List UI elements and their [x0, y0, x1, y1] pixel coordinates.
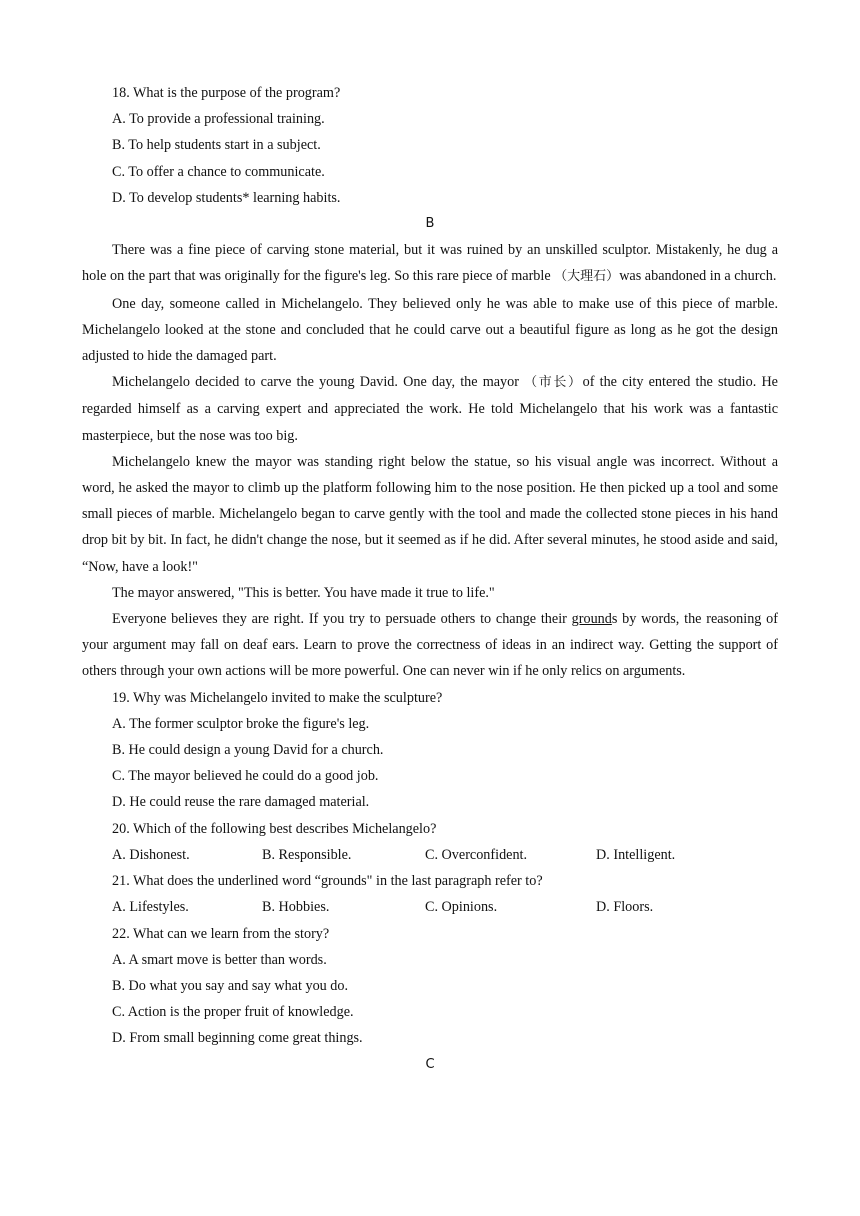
- question-22: [82, 921, 778, 1052]
- option-c: C. The mayor believed he could do a good job.: [112, 768, 379, 785]
- question-text: 20. Which of the following best describes Michelangelo?: [112, 820, 437, 837]
- option-c: C. Action is the proper fruit of knowledge.: [112, 1004, 354, 1021]
- question-20: [82, 816, 778, 868]
- option-a: A. Dishonest.: [112, 846, 190, 863]
- option-c: C. Overconfident.: [425, 846, 528, 863]
- question-text: 22. What can we learn from the story?: [112, 925, 330, 942]
- underlined-word: ground: [571, 611, 612, 628]
- option-c: C. To offer a chance to communicate.: [112, 163, 325, 180]
- passage-paragraph-6: [82, 606, 778, 685]
- passage-paragraph-2: One day, someone called in Michelangelo. They believed only he was able to make use of this piece of marble. Michelangelo looked at the stone and concluded that he could carve out a beautiful figure as long as he got the design adjusted to hide the damaged part.: [82, 295, 778, 365]
- option-b: B. Hobbies.: [262, 899, 330, 916]
- passage-paragraph-4: Michelangelo knew the mayor was standing right below the statue, so his visual angle was incorrect. Without a word, he asked the mayor to climb up the platform following him to the nose position. He then picked up a tool and some small pieces of marble. Michelangelo began to carve gently with the tool and made the collected stone pieces in his hand drop bit by bit. In fact, he didn't change the nose, but it seemed as if he did. After several minutes, he stood aside and said, “Now, have a look!": [82, 453, 778, 575]
- passage-paragraph-1: [82, 237, 778, 290]
- option-d: D. Intelligent.: [596, 846, 676, 863]
- section-b-heading: B: [425, 216, 435, 232]
- options-row: [82, 842, 778, 868]
- chinese-gloss: （大理石）: [554, 269, 620, 285]
- paragraph-text: of the city entered the studio. He regarded himself as a carving expert and appreciated the work. He told Michelangelo that his work was a fantastic masterpiece, but the nose was too big.: [82, 374, 778, 444]
- option-b: B. He could design a young David for a church.: [112, 742, 384, 759]
- paragraph-text: Everyone believes they are right. If you try to persuade others to change their: [112, 611, 572, 628]
- option-a: A. A smart move is better than words.: [112, 951, 327, 968]
- paragraph-text: There was a fine piece of carving stone material, but it was ruined by an unskilled sculptor. Mistakenly, he dug a hole on the part that was originally for the figure's leg. So this rare piece of marble: [82, 242, 778, 285]
- option-d: D. Floors.: [596, 899, 654, 916]
- section-c-heading: C: [425, 1056, 435, 1072]
- question-18: [82, 80, 778, 211]
- question-19: [82, 685, 778, 816]
- options-row: [82, 894, 778, 920]
- option-c: C. Opinions.: [425, 899, 498, 916]
- question-text: 21. What does the underlined word “grounds" in the last paragraph refer to?: [112, 873, 543, 890]
- chinese-gloss: （市长）: [524, 375, 583, 391]
- option-b: B. Do what you say and say what you do.: [112, 977, 349, 994]
- option-d: D. To develop students* learning habits.: [112, 189, 341, 206]
- question-text: 18. What is the purpose of the program?: [112, 85, 341, 101]
- passage-paragraph-3: [82, 369, 778, 449]
- passage-b: [82, 237, 778, 684]
- question-21: [82, 868, 778, 920]
- passage-paragraph-5: The mayor answered, "This is better. You have made it true to life.": [112, 584, 495, 601]
- option-a: A. To provide a professional training.: [112, 111, 325, 128]
- paragraph-text: s by words, the reasoning of your argument may fall on deaf ears. Learn to prove the correctness of ideas in an indirect way. Getting the support of others through your own actions will be more powerful. One can never win if he only relics on arguments.: [82, 611, 778, 680]
- option-d: D. He could reuse the rare damaged material.: [112, 794, 370, 811]
- option-a: A. Lifestyles.: [112, 899, 189, 916]
- option-b: B. Responsible.: [262, 846, 352, 863]
- option-d: D. From small beginning come great things.: [112, 1030, 363, 1047]
- option-b: B. To help students start in a subject.: [112, 137, 321, 154]
- option-a: A. The former sculptor broke the figure's leg.: [112, 715, 370, 732]
- question-text: 19. Why was Michelangelo invited to make the sculpture?: [112, 689, 443, 706]
- paragraph-text: was abandoned in a church.: [619, 268, 777, 285]
- paragraph-text: Michelangelo decided to carve the young David. One day, the mayor: [112, 374, 525, 391]
